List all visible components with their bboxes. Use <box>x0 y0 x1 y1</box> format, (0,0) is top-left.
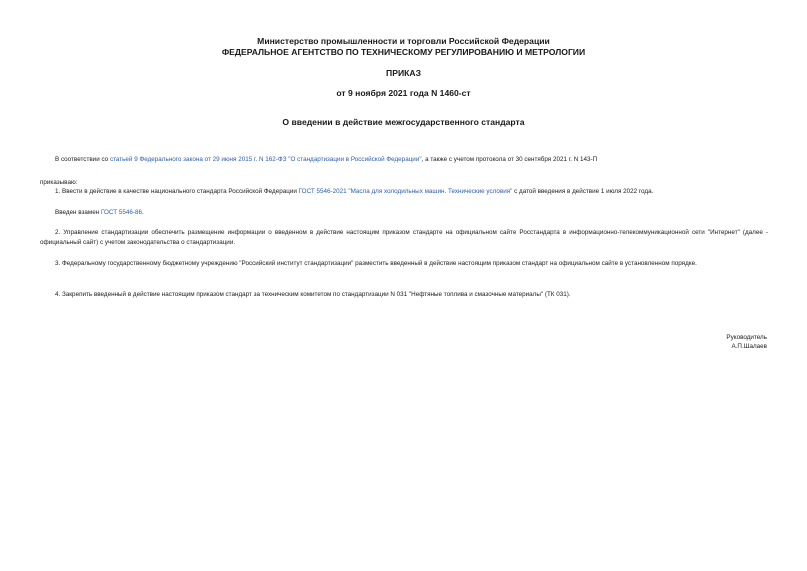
document-date-number: от 9 ноября 2021 года N 1460-ст <box>336 88 471 98</box>
replacement-paragraph <box>55 208 144 218</box>
document-title: О введении в действие межгосударственного стандарта <box>282 117 525 127</box>
document-type: ПРИКАЗ <box>386 68 421 78</box>
signature-role: Руководитель <box>726 334 767 341</box>
agency-name: ФЕДЕРАЛЬНОЕ АГЕНТСТВО ПО ТЕХНИЧЕСКОМУ РЕГУЛИРОВАНИЮ И МЕТРОЛОГИИ <box>221 47 586 57</box>
ministry-name: Министерство промышленности и торговли Российской Федерации <box>257 36 550 46</box>
item-1-suffix: с датой введения в действие 1 июля 2022 года. <box>512 188 654 195</box>
ordering-clause: приказываю: <box>40 179 78 186</box>
replacement-suffix: . <box>141 209 144 216</box>
item-2-paragraph: 2. Управление стандартизации обеспечить размещение информации о введенном в действие настоящим приказом стандарте на официальном сайте Росстандарта в информационно-телекоммуникационной сети "Интернет" (далее - официальный сайт) с учетом законодательства о стандартизации. <box>40 229 768 246</box>
replacement-prefix: Введен взамен <box>55 209 101 216</box>
item-4-paragraph: 4. Закрепить введенный в действие настоящим приказом стандарт за техническим комитетом по стандартизации N 031 "Нефтяные топлива и смазочные материалы" (ТК 031). <box>55 291 571 298</box>
basis-paragraph <box>55 155 597 165</box>
basis-prefix: В соответствии со <box>55 156 110 163</box>
gost-1986-link[interactable]: ГОСТ 5546-86 <box>100 209 142 216</box>
item-3-paragraph: 3. Федеральному государственному бюджетному учреждению "Российский институт стандартизации" разместить введенный в действие настоящим приказом стандарт на официальном сайте в установленном порядке. <box>55 260 697 267</box>
law-link[interactable]: статьей 9 Федерального закона от 29 июня 2015 г. N 162-ФЗ "О стандартизации в Российской Федерации" <box>109 156 422 163</box>
item-1-prefix: 1. Ввести в действие в качестве национального стандарта Российской Федерации <box>55 188 299 195</box>
signature-name: А.П.Шалаев <box>731 343 767 350</box>
gost-2021-link[interactable]: ГОСТ 5546-2021 "Масла для холодильных машин. Технические условия" <box>298 188 513 195</box>
basis-suffix: , а также с учетом протокола от 30 сентября 2021 г. N 143-П <box>421 156 598 163</box>
item-1-paragraph <box>55 187 653 197</box>
